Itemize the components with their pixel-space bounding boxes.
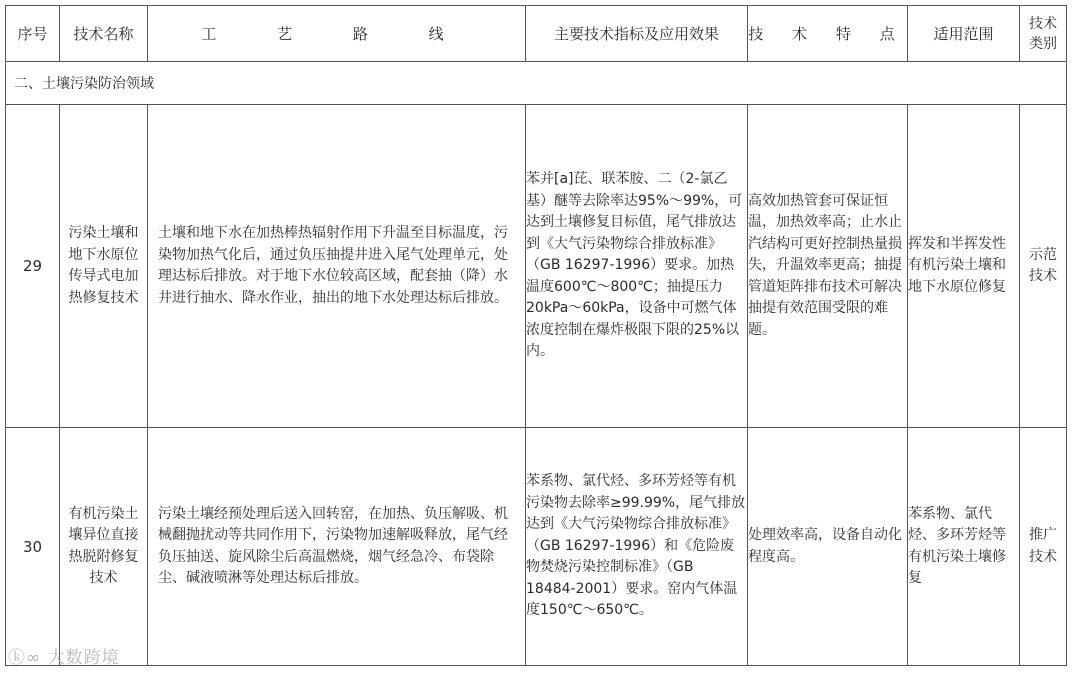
header-route: 工 艺 路 线 bbox=[148, 6, 526, 62]
row-features: 高效加热管套可保证恒温，加热效率高；止水止汽结构可更好控制热量损失，升温效率更高；抽提管道矩阵排布技术可解决抽提有效范围受限的难题。 bbox=[748, 105, 908, 428]
header-name: 技术名称 bbox=[60, 6, 148, 62]
row-scope: 挥发和半挥发性有机污染土壤和地下水原位修复 bbox=[908, 105, 1020, 428]
header-row bbox=[6, 6, 1067, 62]
technology-table bbox=[5, 5, 1067, 666]
row-category: 推广技术 bbox=[1020, 428, 1067, 666]
row-name: 有机污染土壤异位直接热脱附修复技术 bbox=[60, 428, 148, 666]
row-route: 土壤和地下水在加热棒热辐射作用下升温至目标温度，污染物加热气化后，通过负压抽提井进入尾气处理单元，处理达标后排放。对于地下水位较高区域，配套抽（降）水井进行抽水、降水作业，抽出的地下水处理达标后排放。 bbox=[148, 105, 526, 428]
row-name: 污染土壤和地下水原位传导式电加热修复技术 bbox=[60, 105, 148, 428]
row-no: 29 bbox=[6, 105, 60, 428]
row-features: 处理效率高，设备自动化程度高。 bbox=[748, 428, 908, 666]
row-indicators: 苯系物、氯代烃、多环芳烃等有机污染物去除率≥99.99%，尾气排放达到《大气污染物综合排放标准》（GB 16297-1996）和《危险废物焚烧污染控制标准》（GB 18484-2001）要求。窑内气体温度150℃～650℃。 bbox=[526, 428, 748, 666]
header-category: 技术类别 bbox=[1020, 6, 1067, 62]
watermark-logo-icon: ⓚ∞ bbox=[8, 648, 42, 668]
row-indicators: 苯并[a]芘、联苯胺、二（2-氯乙基）醚等去除率达95%～99%，可达到土壤修复目标值，尾气排放达到《大气污染物综合排放标准》（GB 16297-1996）要求。加热温度600℃～800℃；抽提压力20kPa～60kPa，设备中可燃气体浓度控制在爆炸极限下限的25%以内。 bbox=[526, 105, 748, 428]
table-row bbox=[6, 428, 1067, 666]
row-scope: 苯系物、氯代烃、多环芳烃等有机污染土壤修复 bbox=[908, 428, 1020, 666]
row-category: 示范技术 bbox=[1020, 105, 1067, 428]
watermark-text: 大数跨境 bbox=[47, 648, 120, 668]
header-no: 序号 bbox=[6, 6, 60, 62]
section-row bbox=[6, 62, 1067, 105]
header-features: 技 术 特 点 bbox=[748, 6, 908, 62]
header-indicators: 主要技术指标及应用效果 bbox=[526, 6, 748, 62]
row-route: 污染土壤经预处理后送入回转窑，在加热、负压解吸、机械翻抛扰动等共同作用下，污染物加速解吸释放，尾气经负压抽送、旋风除尘后高温燃烧，烟气经急冷、布袋除尘、碱液喷淋等处理达标后排放。 bbox=[148, 428, 526, 666]
table-row bbox=[6, 105, 1067, 428]
row-no: 30 bbox=[6, 428, 60, 666]
section-title: 二、土壤污染防治领域 bbox=[6, 62, 1067, 105]
watermark bbox=[8, 643, 120, 668]
header-scope: 适用范围 bbox=[908, 6, 1020, 62]
